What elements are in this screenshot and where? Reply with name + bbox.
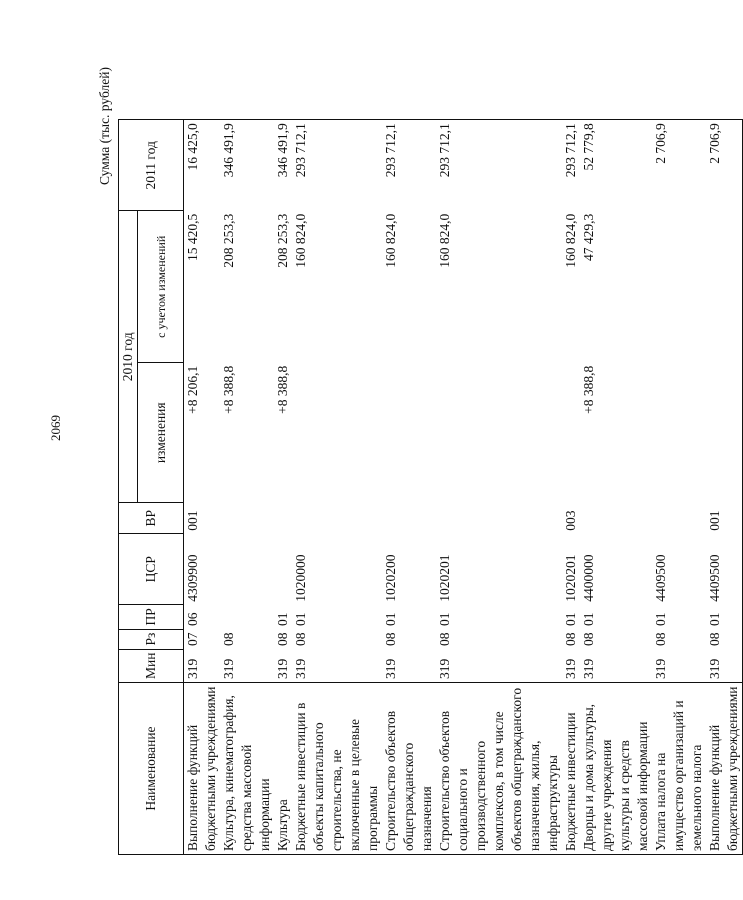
table-row	[652, 120, 706, 855]
row-vr	[580, 503, 652, 534]
row-min: 319	[437, 658, 452, 679]
row-changes	[382, 363, 436, 503]
row-with-changes: 160 824,0	[293, 213, 308, 268]
row-csr: 1020201	[563, 554, 578, 602]
row-2011: 52 779,8	[580, 120, 652, 211]
header-min: Мин	[119, 649, 184, 682]
row-csr	[274, 534, 292, 605]
row-with-changes	[706, 211, 743, 363]
row-rz: 08	[563, 632, 578, 647]
row-name: Строительство объектов социального и производственного комплексов, в том числе объектов общегражданского назначения, жилья, инфраструктуры	[436, 683, 562, 855]
table-body	[184, 120, 743, 855]
row-changes	[652, 363, 706, 503]
row-pr: 01	[706, 605, 743, 629]
row-vr	[220, 503, 274, 534]
row-pr: 01	[581, 612, 596, 627]
units-caption: Сумма (тыс. рублей)	[97, 67, 112, 185]
row-changes	[706, 363, 743, 503]
table-row	[220, 120, 274, 855]
row-rz: 08	[653, 632, 668, 647]
row-csr: 4400000	[581, 554, 596, 602]
row-with-changes: 160 824,0	[437, 213, 452, 268]
table-row	[436, 120, 562, 855]
row-rz: 08	[383, 632, 398, 647]
row-changes	[436, 363, 562, 503]
row-csr: 1020000	[293, 554, 308, 602]
row-rz: 07	[185, 632, 200, 647]
row-changes	[562, 363, 580, 503]
row-min: 319	[293, 658, 308, 679]
row-csr: 4409500	[653, 554, 668, 602]
row-name: Выполнение функций бюджетными учреждениями	[706, 683, 743, 855]
table-row	[382, 120, 436, 855]
row-min: 319	[581, 658, 596, 679]
page-number: 2069	[48, 415, 63, 441]
row-2011: 346 491,9	[220, 120, 274, 211]
row-csr: 4309900	[185, 554, 200, 602]
row-min: 319	[275, 658, 290, 679]
row-changes: +8 388,8	[581, 365, 596, 414]
row-2011: 293 712,1	[292, 120, 382, 211]
row-changes: +8 388,8	[275, 365, 290, 414]
row-rz: 08	[706, 629, 743, 649]
row-name: Бюджетные инвестиции	[562, 683, 580, 855]
table-row	[274, 120, 292, 855]
header-with-changes: с учетом изменений	[138, 211, 184, 363]
row-name: Выполнение функций бюджетными учреждениями	[184, 683, 221, 855]
row-vr	[652, 503, 706, 534]
row-name: Культура, кинематография, средства массовой информации	[220, 683, 274, 855]
row-name: Культура	[274, 683, 292, 855]
header-vr: ВР	[119, 503, 184, 534]
row-name: Строительство объектов общегражданского назначения	[382, 683, 436, 855]
row-with-changes: 15 420,5	[185, 213, 200, 262]
row-csr: 1020201	[437, 554, 452, 602]
header-pr: ПР	[119, 605, 184, 629]
row-rz: 08	[275, 632, 290, 647]
row-changes: +8 206,1	[185, 365, 200, 414]
row-with-changes: 47 429,3	[581, 213, 596, 262]
header-rz: Рз	[119, 629, 184, 649]
row-2011: 2 706,9	[652, 120, 706, 211]
row-2011: 293 712,1	[436, 120, 562, 211]
row-pr	[220, 605, 274, 629]
row-pr: 01	[437, 612, 452, 627]
header-csr: ЦСР	[119, 534, 184, 605]
row-name: Дворцы и дома культуры, другие учреждения культуры и средств массовой информации	[580, 683, 652, 855]
row-pr: 01	[563, 612, 578, 627]
row-csr: 1020200	[383, 554, 398, 602]
row-vr	[436, 503, 562, 534]
row-vr	[292, 503, 382, 534]
row-2011: 293 712,1	[562, 120, 580, 211]
row-min: 319	[185, 658, 200, 679]
row-vr: 003	[563, 510, 578, 531]
row-rz: 08	[581, 632, 596, 647]
row-with-changes: 160 824,0	[383, 213, 398, 268]
row-vr: 001	[185, 510, 200, 531]
row-min: 319	[653, 658, 668, 679]
row-2011: 2 706,9	[706, 120, 743, 211]
row-pr: 06	[185, 612, 200, 627]
row-2011: 346 491,9	[274, 120, 292, 211]
row-with-changes	[652, 211, 706, 363]
row-name: Уплата налога на имущество организаций и земельного налога	[652, 683, 706, 855]
budget-table	[118, 119, 743, 855]
budget-sheet	[97, 60, 740, 855]
row-pr: 01	[383, 612, 398, 627]
row-min: 319	[383, 658, 398, 679]
header-name: Наименование	[119, 683, 184, 855]
row-vr	[382, 503, 436, 534]
row-name: Бюджетные инвестиции в объекты капитального строительства, не включенные в целевые программы	[292, 683, 382, 855]
row-rz: 08	[221, 632, 236, 647]
row-csr: 4409500	[706, 534, 743, 605]
table-row	[706, 120, 743, 855]
header-year-2010: 2010 год	[119, 211, 138, 503]
row-vr	[274, 503, 292, 534]
row-vr: 001	[706, 503, 743, 534]
row-pr: 01	[293, 612, 308, 627]
row-2011: 16 425,0	[184, 120, 221, 211]
row-with-changes: 208 253,3	[275, 213, 290, 268]
row-2011: 293 712,1	[382, 120, 436, 211]
header-year-2011: 2011 год	[119, 120, 184, 211]
row-rz: 08	[437, 632, 452, 647]
table-row	[292, 120, 382, 855]
table-row	[580, 120, 652, 855]
row-min: 319	[563, 658, 578, 679]
row-changes	[292, 363, 382, 503]
row-rz: 08	[293, 632, 308, 647]
table-row	[562, 120, 580, 855]
row-with-changes: 208 253,3	[221, 213, 236, 268]
row-pr: 01	[275, 612, 290, 627]
row-min: 319	[706, 649, 743, 682]
row-min: 319	[221, 658, 236, 679]
table-row	[184, 120, 221, 855]
row-csr	[220, 534, 274, 605]
row-changes: +8 388,8	[221, 365, 236, 414]
header-changes: изменения	[138, 363, 184, 503]
row-with-changes: 160 824,0	[563, 213, 578, 268]
row-pr: 01	[653, 612, 668, 627]
